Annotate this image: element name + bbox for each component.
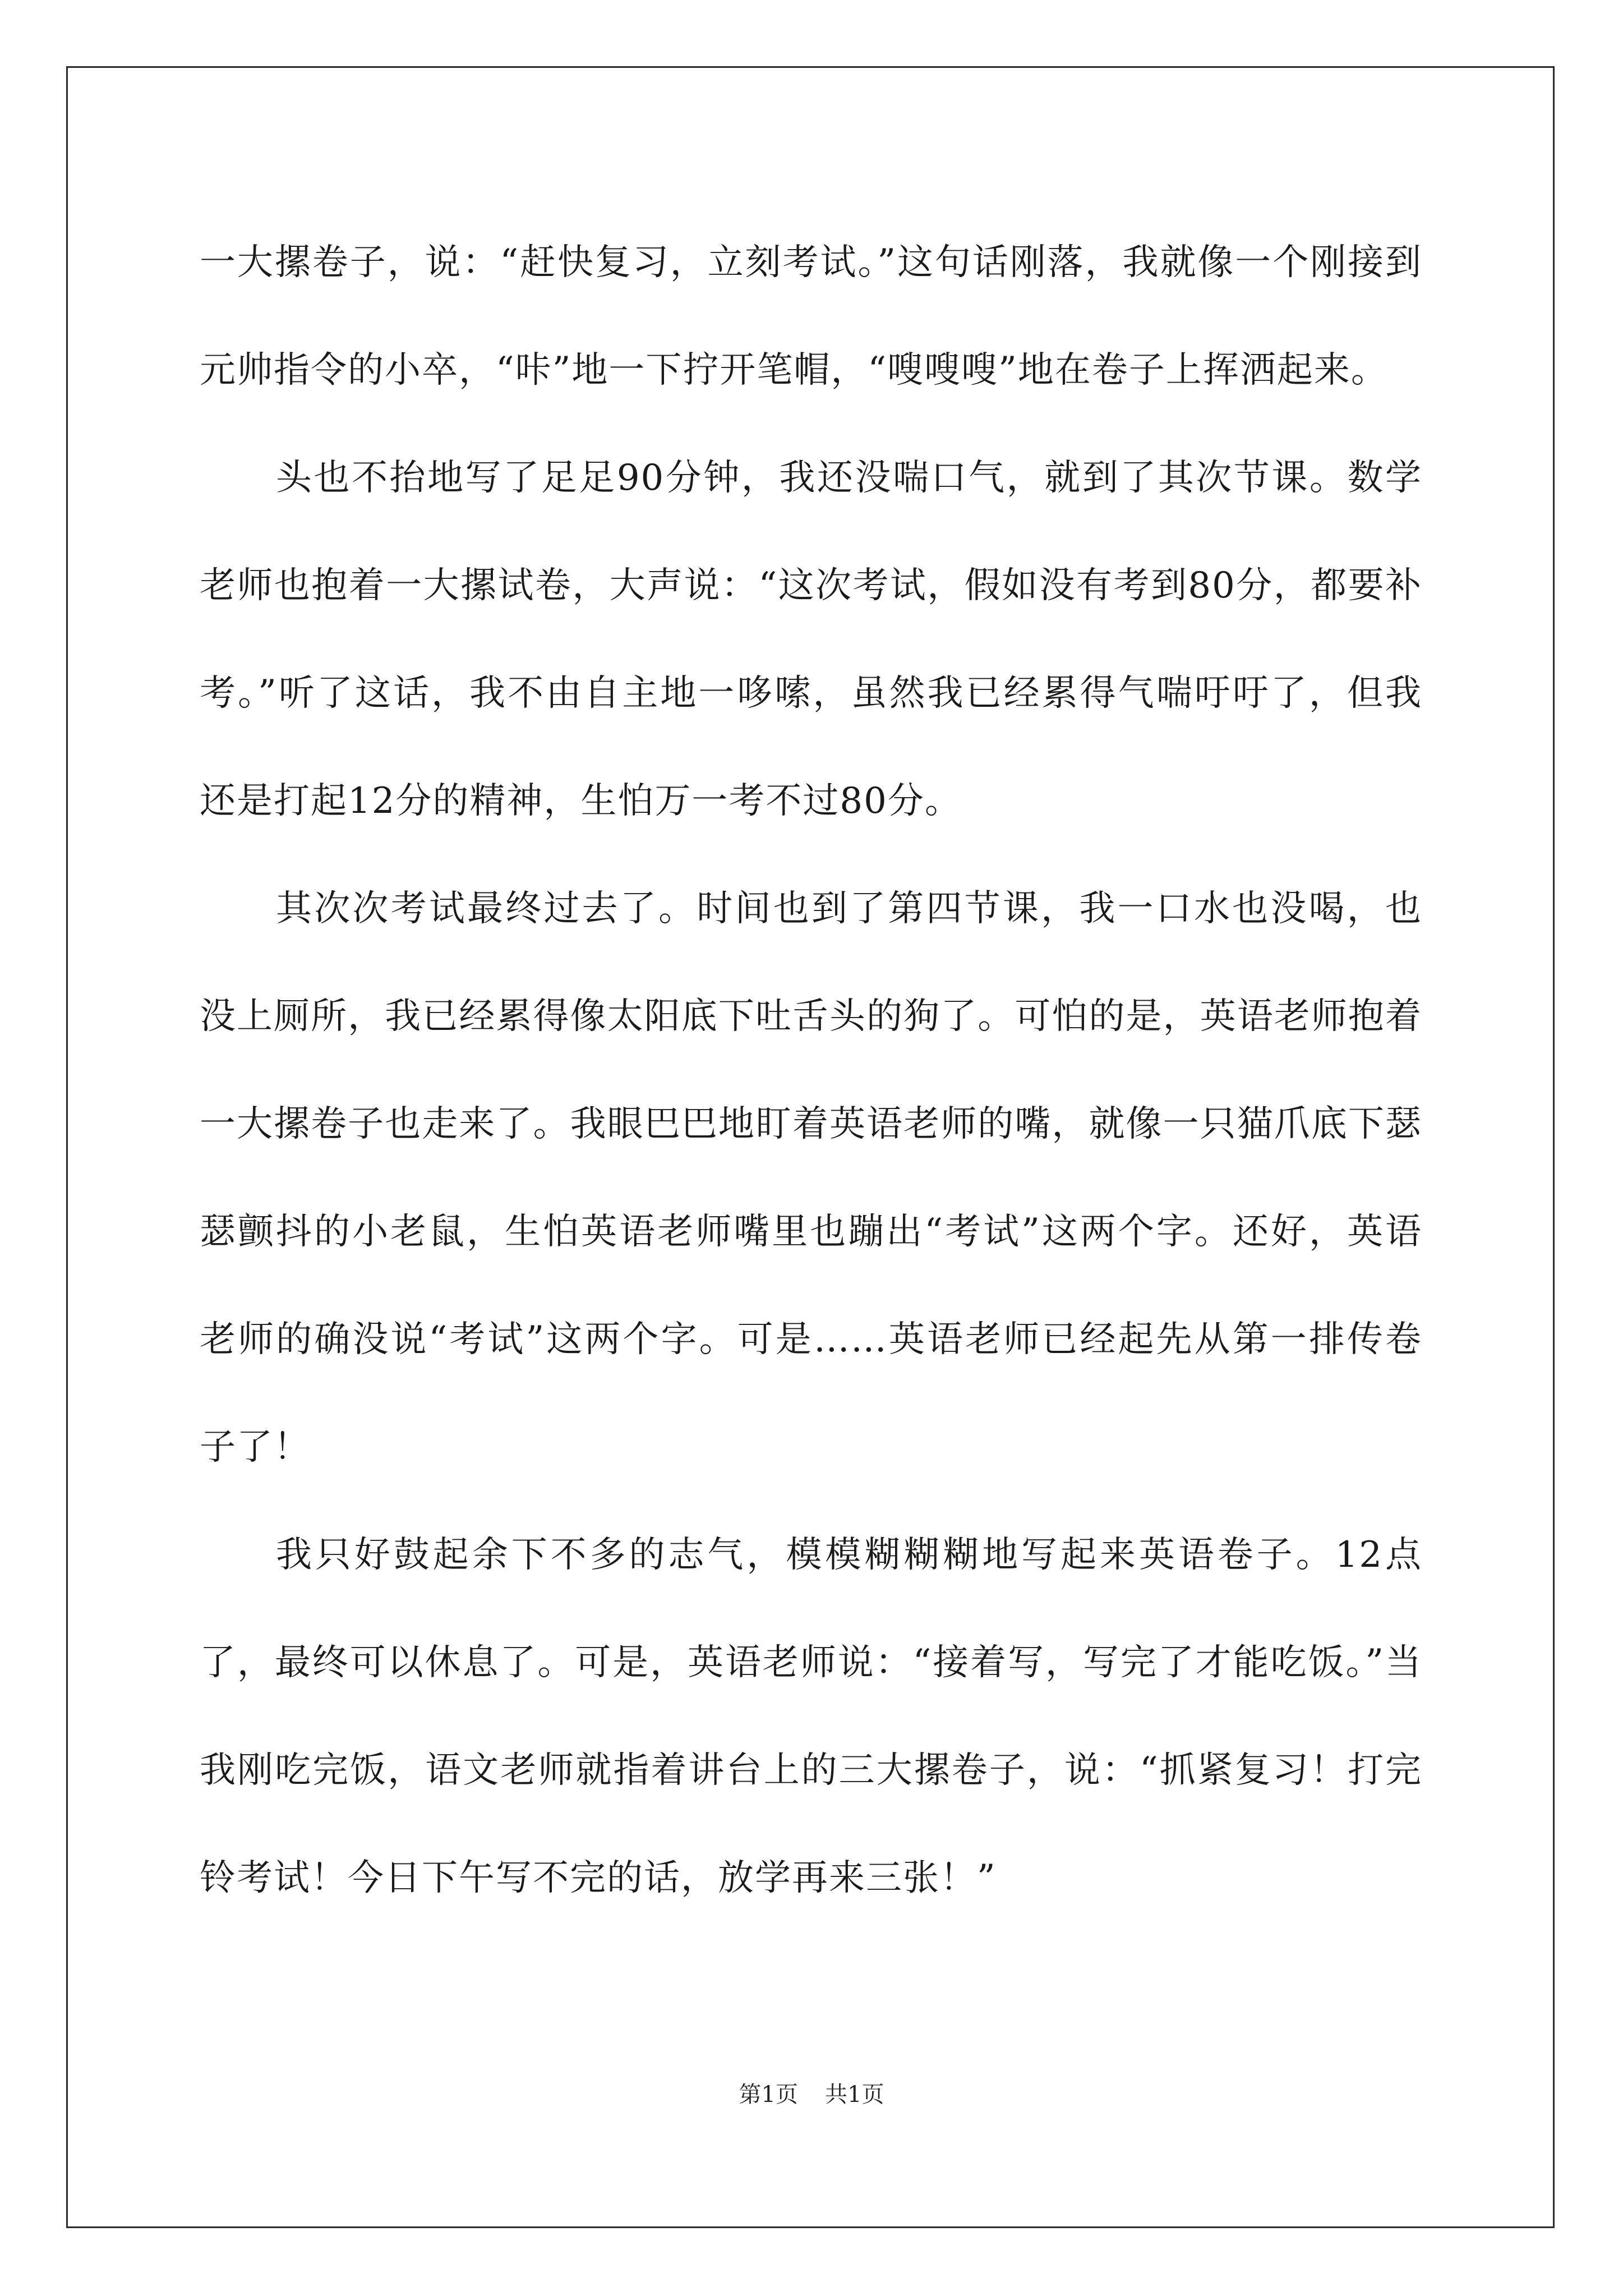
paragraph-2: 头也不抬地写了足足90分钟，我还没喘口气，就到了其次节课。数学老师也抱着一大摞试卷，大声说：“这次考试，假如没有考到80分，都要补考。”听了这话，我不由自主地一哆嗦，虽然我已经累得气喘吁吁了，但我还是打起12分的精神，生怕万一考不过80分。	[200, 457, 1422, 822]
paragraph-1: 一大摞卷子，说：“赶快复习，立刻考试。”这句话刚落，我就像一个刚接到元帅指令的小卒，“咔”地一下拧开笔帽，“嗖嗖嗖”地在卷子上挥洒起来。	[200, 242, 1422, 391]
page-total: 共1页	[825, 2082, 884, 2108]
paragraph-4: 我只好鼓起余下不多的志气，模模糊糊糊地写起来英语卷子。12点了，最终可以休息了。可是，英语老师说：“接着写，写完了才能吃饭。”当我刚吃完饭，语文老师就指着讲台上的三大摞卷子，说：“抓紧复习！打完铃考试！今日下午写不完的话，放学再来三张！”	[200, 1534, 1422, 1899]
page-number: 第1页	[739, 2082, 798, 2108]
document-body	[200, 209, 1422, 1932]
paragraph-3: 其次次考试最终过去了。时间也到了第四节课，我一口水也没喝，也没上厕所，我已经累得像太阳底下吐舌头的狗了。可怕的是，英语老师抱着一大摞卷子也走来了。我眼巴巴地盯着英语老师的嘴，就像一只猫爪底下瑟瑟颤抖的小老鼠，生怕英语老师嘴里也蹦出“考试”这两个字。还好，英语老师的确没说“考试”这两个字。可是……英语老师已经起先从第一排传卷子了！	[200, 888, 1422, 1468]
page-footer	[0, 2079, 1623, 2110]
